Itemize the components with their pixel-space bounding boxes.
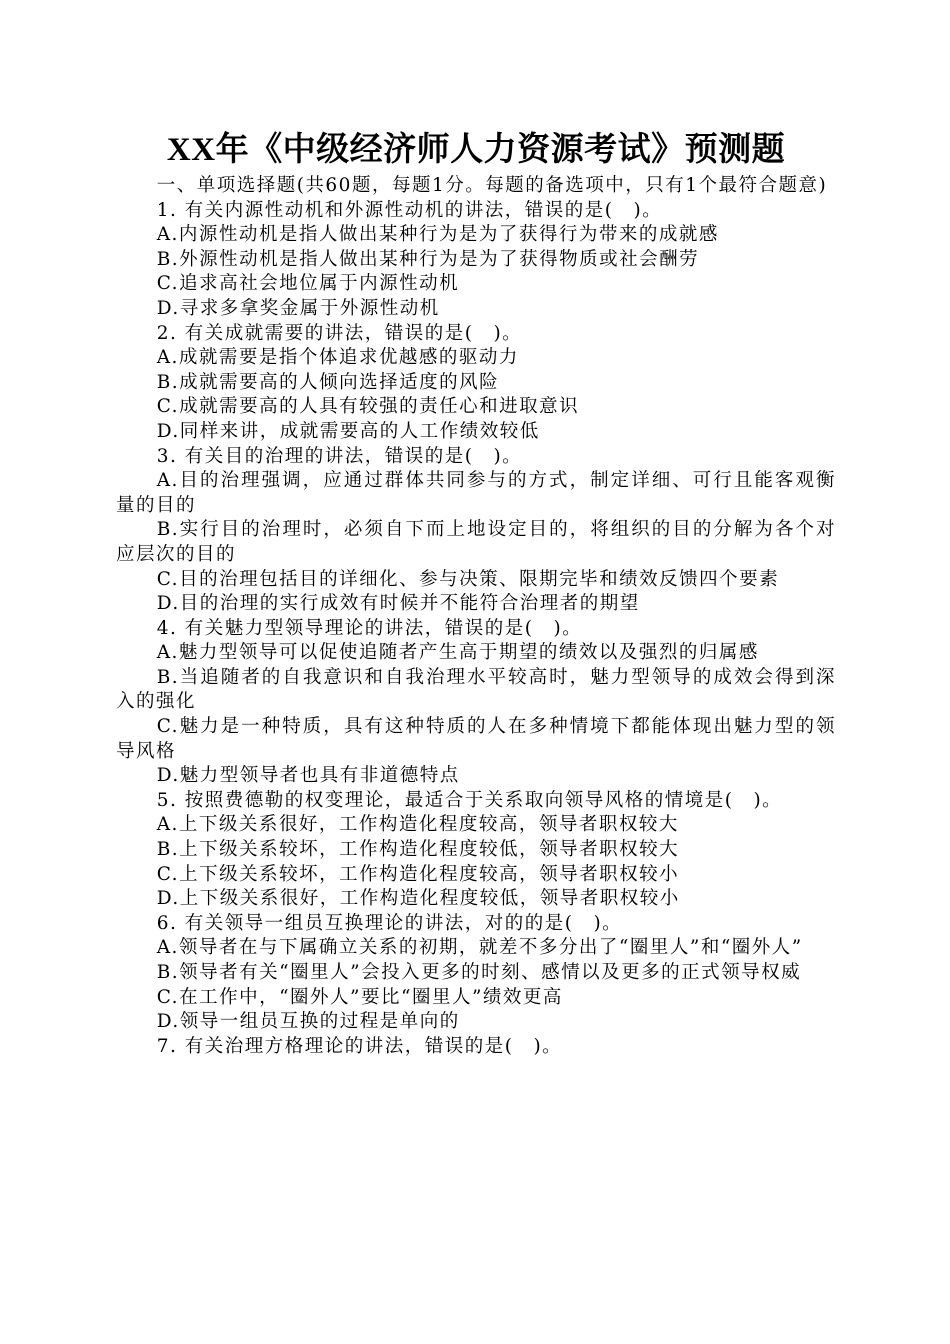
document-title: XX年《中级经济师人力资源考试》预测题 <box>166 132 786 168</box>
question-3-option-b: B.实行目的治理时，必须自下而上地设定目的，将组织的目的分解为各个对应层次的目的 <box>116 519 836 565</box>
question-3: 3. 有关目的治理的讲法，错误的是( )。 <box>156 445 523 467</box>
question-3-option-c: C.目的治理包括目的详细化、参与决策、限期完毕和绩效反馈四个要素 <box>156 568 780 590</box>
document-body <box>116 174 836 1059</box>
question-2-option-b: B.成就需要高的人倾向选择适度的风险 <box>156 371 500 393</box>
question-6: 6. 有关领导一组员互换理论的讲法，对的的是( )。 <box>156 912 623 934</box>
question-2-option-d: D.同样来讲，成就需要高的人工作绩效较低 <box>156 420 540 442</box>
question-6-option-c: C.在工作中，“圈外人”要比“圈里人”绩效更高 <box>156 986 563 1008</box>
question-4-option-b: B.当追随者的自我意识和自我治理水平较高时，魅力型领导的成效会得到深入的强化 <box>116 666 836 713</box>
question-2-option-c: C.成就需要高的人具有较强的责任心和进取意识 <box>156 396 580 418</box>
question-3-option-a: A.目的治理强调，应通过群体共同参与的方式，制定详细、可行且能客观衡量的目的 <box>116 470 836 516</box>
question-2: 2. 有关成就需要的讲法，错误的是( )。 <box>156 322 523 344</box>
question-5-option-b: B.上下级关系较坏，工作构造化程度较低，领导者职权较大 <box>156 839 680 861</box>
question-5-option-a: A.上下级关系很好，工作构造化程度较高，领导者职权较大 <box>156 814 679 836</box>
document-page <box>116 128 836 1059</box>
question-6-option-a: A.领导者在与下属确立关系的初期，就差不多分出了“圈里人”和“圈外人” <box>156 937 803 959</box>
question-1-option-b: B.外源性动机是指人做出某种行为是为了获得物质或社会酬劳 <box>156 248 700 270</box>
question-5-option-d: D.上下级关系很好，工作构造化程度较低，领导者职权较小 <box>156 888 680 910</box>
question-4: 4. 有关魅力型领导理论的讲法，错误的是( )。 <box>156 617 583 639</box>
question-4-option-d: D.魅力型领导者也具有非道德特点 <box>156 765 460 787</box>
question-1-option-c: C.追求高社会地位属于内源性动机 <box>156 273 460 295</box>
question-4-option-a: A.魅力型领导可以促使追随者产生高于期望的绩效以及强烈的归属感 <box>156 642 759 664</box>
question-6-option-d: D.领导一组员互换的过程是单向的 <box>156 1011 460 1033</box>
question-7: 7. 有关治理方格理论的讲法，错误的是( )。 <box>156 1035 563 1057</box>
section-heading: 一、单项选择题(共60题，每题1分。每题的备选项中，只有1个最符合题意) <box>156 175 828 196</box>
question-6-option-b: B.领导者有关“圈里人”会投入更多的时刻、感情以及更多的正式领导权威 <box>156 962 802 983</box>
question-5-option-c: C.上下级关系较坏，工作构造化程度较高，领导者职权较小 <box>156 863 680 885</box>
question-5: 5. 按照费德勒的权变理论，最适合于关系取向领导风格的情境是( )。 <box>156 789 783 811</box>
question-4-option-c: C.魅力是一种特质，具有这种特质的人在多种情境下都能体现出魅力型的领导风格 <box>116 716 836 762</box>
question-1-option-d: D.寻求多拿奖金属于外源性动机 <box>156 297 440 319</box>
question-3-option-d: D.目的治理的实行成效有时候并不能符合治理者的期望 <box>156 593 640 615</box>
question-2-option-a: A.成就需要是指个体追求优越感的驱动力 <box>156 347 519 369</box>
question-1: 1. 有关内源性动机和外源性动机的讲法，错误的是( )。 <box>156 199 663 221</box>
question-1-option-a: A.内源性动机是指人做出某种行为是为了获得行为带来的成就感 <box>156 224 719 246</box>
